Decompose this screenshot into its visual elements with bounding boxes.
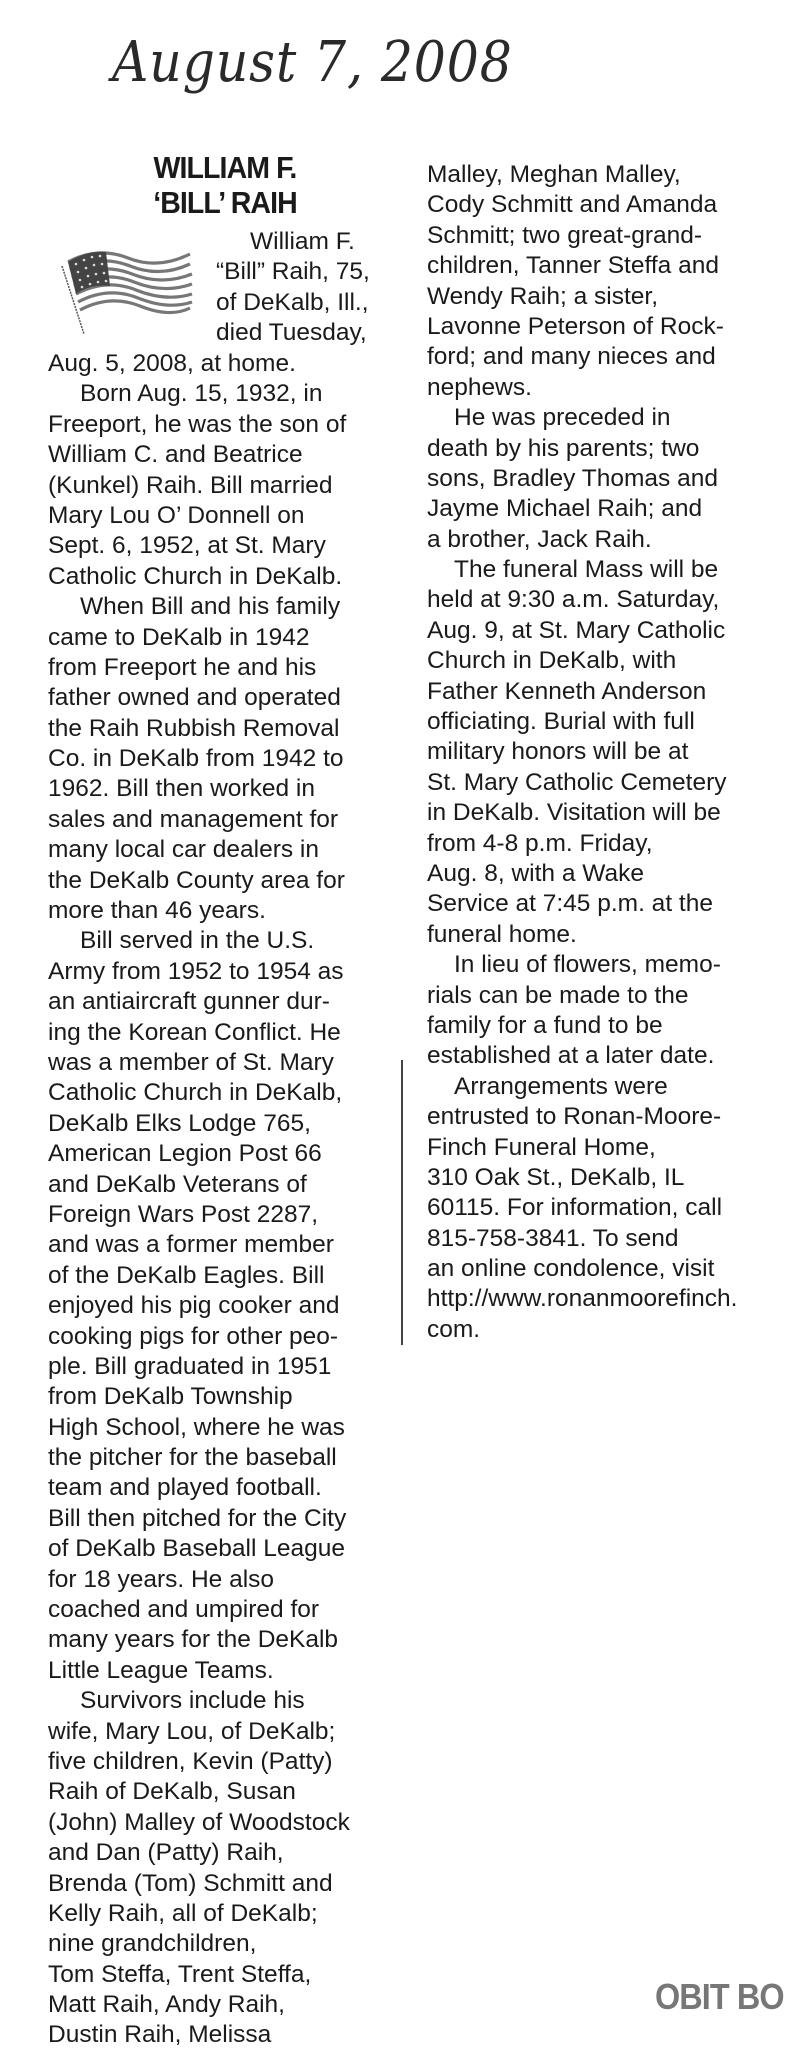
text-line: of DeKalb Baseball League <box>48 1535 345 1563</box>
obituary-headline <box>110 150 340 220</box>
text-line: Catholic Church in DeKalb, <box>48 1079 343 1107</box>
text-line: ford; and many nieces and <box>427 343 716 371</box>
paragraph <box>427 555 738 950</box>
text-line: Kelly Raih, all of DeKalb; <box>48 1899 318 1927</box>
text-line: Brenda (Tom) Schmitt and <box>48 1869 333 1897</box>
text-line: from 4-8 p.m. Friday, <box>427 829 653 857</box>
text-line: Finch Funeral Home, <box>427 1133 656 1161</box>
text-line: sons, Bradley Thomas and <box>427 464 718 492</box>
text-line: Little League Teams. <box>48 1656 274 1684</box>
paragraph <box>427 950 738 1072</box>
text-line: enjoyed his pig cooker and <box>48 1292 340 1320</box>
text-line: http://www.ronanmoorefinch. <box>427 1285 738 1313</box>
paragraph <box>48 349 350 379</box>
text-line: Aug. 8, with a Wake <box>427 859 644 887</box>
text-line: came to DeKalb in 1942 <box>48 623 310 651</box>
text-line: the DeKalb County area for <box>48 866 345 894</box>
headline-line-1: WILLIAM F. <box>153 150 297 185</box>
text-line: Jayme Michael Raih; and <box>427 495 703 523</box>
text-line: funeral home. <box>427 920 577 948</box>
text-line: Co. in DeKalb from 1942 to <box>48 745 344 773</box>
text-line: and was a former member <box>48 1231 334 1259</box>
text-line: was a member of St. Mary <box>48 1048 334 1076</box>
text-line: When Bill and his family <box>80 593 341 621</box>
text-line: father owned and operated <box>48 684 341 712</box>
american-flag-icon <box>58 236 194 336</box>
text-line: many local car dealers in <box>48 836 319 864</box>
text-line: Born Aug. 15, 1932, in <box>80 380 323 408</box>
text-line: Service at 7:45 p.m. at the <box>427 890 713 918</box>
text-line: the Raih Rubbish Removal <box>48 714 340 742</box>
text-line: 815-758-3841. To send <box>427 1224 679 1252</box>
text-line: Church in DeKalb, with <box>427 647 677 675</box>
text-line: ing the Korean Conflict. He <box>48 1018 341 1046</box>
handwritten-date: August 7, 2008 <box>112 30 513 95</box>
text-line: Arrangements were <box>454 1072 668 1100</box>
text-line: and Dan (Patty) Raih, <box>48 1839 284 1867</box>
text-line: Bill then pitched for the City <box>48 1504 347 1532</box>
text-line: (John) Malley of Woodstock <box>48 1808 350 1836</box>
text-line: Army from 1952 to 1954 as <box>48 957 344 985</box>
text-line: family for a fund to be <box>427 1011 663 1039</box>
text-line: Matt Raih, Andy Raih, <box>48 1991 285 2019</box>
text-line: Mary Lou O’ Donnell on <box>48 501 305 529</box>
text-line: held at 9:30 a.m. Saturday, <box>427 586 720 614</box>
text-line: sales and management for <box>48 805 339 833</box>
text-line: from Freeport he and his <box>48 653 317 681</box>
text-line: entrusted to Ronan-Moore- <box>427 1103 722 1131</box>
text-line: wife, Mary Lou, of DeKalb; <box>48 1717 336 1745</box>
text-line: Raih of DeKalb, Susan <box>48 1778 296 1806</box>
text-line: Sept. 6, 1952, at St. Mary <box>48 532 326 560</box>
text-line: American Legion Post 66 <box>48 1140 322 1168</box>
text-line: Catholic Church in DeKalb. <box>48 562 343 590</box>
intro-line: “Bill” Raih, 75, <box>216 258 370 286</box>
text-line: St. Mary Catholic Cemetery <box>427 768 727 796</box>
text-line: for 18 years. He also <box>48 1565 275 1593</box>
text-line: Father Kenneth Anderson <box>427 677 707 705</box>
text-line: Schmitt; two great-grand- <box>427 221 703 249</box>
text-line: In lieu of flowers, memo- <box>454 951 721 979</box>
text-line: more than 46 years. <box>48 897 266 925</box>
text-line: children, Tanner Steffa and <box>427 252 719 280</box>
text-line: Wendy Raih; a sister, <box>427 282 659 310</box>
right-column <box>427 160 738 1345</box>
text-line: com. <box>427 1315 481 1343</box>
text-line: Foreign Wars Post 2287, <box>48 1200 319 1228</box>
text-line: military honors will be at <box>427 738 689 766</box>
column-divider <box>401 1060 403 1345</box>
text-line: Survivors include his <box>80 1687 305 1715</box>
text-line: from DeKalb Township <box>48 1383 293 1411</box>
text-line: a brother, Jack Raih. <box>427 525 652 553</box>
text-line: many years for the DeKalb <box>48 1626 339 1654</box>
text-line: and DeKalb Veterans of <box>48 1170 307 1198</box>
paragraph <box>48 592 350 926</box>
text-line: Cody Schmitt and Amanda <box>427 191 718 219</box>
text-line: (Kunkel) Raih. Bill married <box>48 471 333 499</box>
text-line: Aug. 9, at St. Mary Catholic <box>427 616 726 644</box>
headline-line-2: ‘BILL’ RAIH <box>153 185 297 220</box>
text-line: ple. Bill graduated in 1951 <box>48 1352 332 1380</box>
text-line: The funeral Mass will be <box>454 556 719 584</box>
intro-line: William F. <box>250 228 355 255</box>
text-line: officiating. Burial with full <box>427 708 695 736</box>
text-line: an antiaircraft gunner dur- <box>48 988 330 1016</box>
text-line: 60115. For information, call <box>427 1194 723 1222</box>
text-line: 1962. Bill then worked in <box>48 775 315 803</box>
text-line: Aug. 5, 2008, at home. <box>48 350 296 377</box>
text-line: nephews. <box>427 373 532 401</box>
text-line: established at a later date. <box>427 1042 715 1070</box>
left-column <box>48 349 350 2051</box>
intro-line: died Tuesday, <box>216 319 367 347</box>
text-line: five children, Kevin (Patty) <box>48 1747 333 1775</box>
paragraph <box>48 1686 350 2051</box>
text-line: Dustin Raih, Melissa <box>48 2021 272 2049</box>
text-line: of the DeKalb Eagles. Bill <box>48 1261 325 1289</box>
paragraph <box>427 403 738 555</box>
paragraph <box>48 379 350 592</box>
text-line: William C. and Beatrice <box>48 441 303 469</box>
text-line: team and played football. <box>48 1474 322 1502</box>
intro-line: of DeKalb, Ill., <box>216 288 369 316</box>
paragraph <box>48 926 350 1686</box>
obit-stamp: OBIT BO <box>655 1976 784 2017</box>
text-line: the pitcher for the baseball <box>48 1444 337 1472</box>
text-line: DeKalb Elks Lodge 765, <box>48 1109 311 1137</box>
text-line: death by his parents; two <box>427 434 700 462</box>
text-line: nine grandchildren, <box>48 1930 257 1958</box>
text-line: Tom Steffa, Trent Steffa, <box>48 1960 312 1988</box>
text-line: Lavonne Peterson of Rock- <box>427 312 724 340</box>
paragraph <box>427 160 738 403</box>
text-line: He was preceded in <box>454 404 671 432</box>
text-line: Bill served in the U.S. <box>80 927 315 955</box>
text-line: in DeKalb. Visitation will be <box>427 799 721 827</box>
text-line: rials can be made to the <box>427 981 689 1009</box>
text-line: High School, where he was <box>48 1413 345 1441</box>
text-line: Malley, Meghan Malley, <box>427 161 681 188</box>
intro-text <box>216 227 370 349</box>
text-line: coached and umpired for <box>48 1596 320 1624</box>
text-line: 310 Oak St., DeKalb, IL <box>427 1163 685 1191</box>
text-line: an online condolence, visit <box>427 1255 715 1283</box>
text-line: Freeport, he was the son of <box>48 410 347 438</box>
paragraph <box>427 1072 738 1346</box>
text-line: cooking pigs for other peo- <box>48 1322 339 1350</box>
